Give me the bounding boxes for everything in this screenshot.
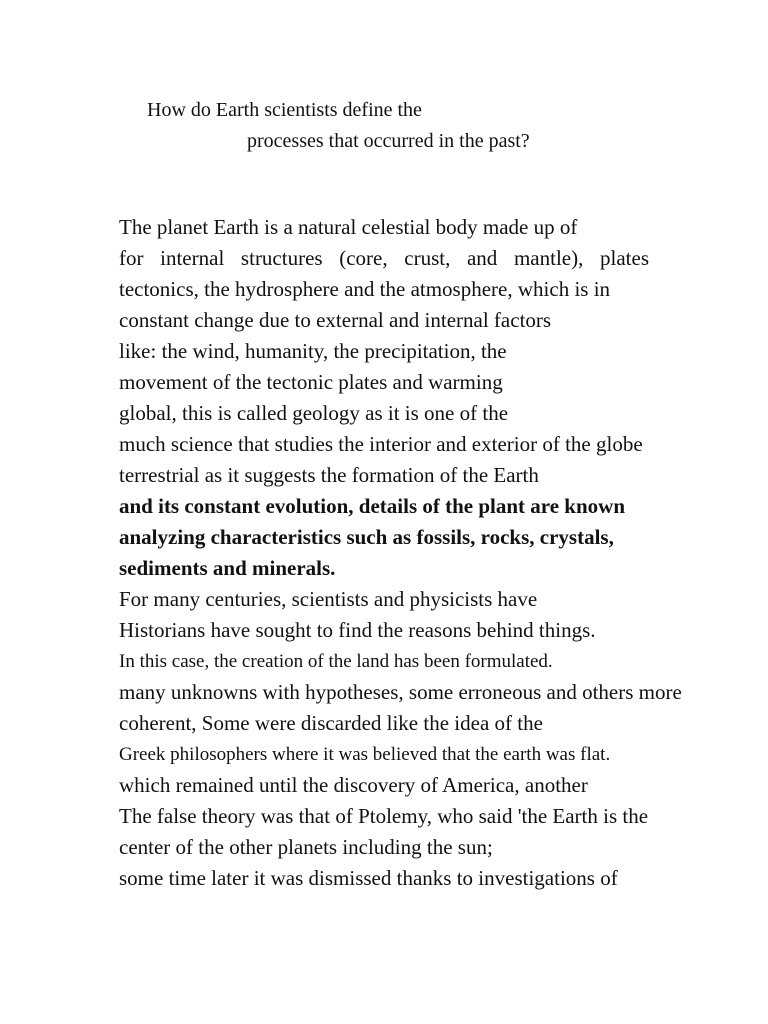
- body-line: In this case, the creation of the land has been formulated.: [119, 651, 553, 672]
- body-line: global, this is called geology as it is one of the: [119, 401, 509, 425]
- title-line-1: How do Earth scientists define the: [147, 99, 422, 121]
- title-line-2: processes that occurred in the past?: [247, 130, 530, 152]
- body-line: The false theory was that of Ptolemy, who said 'the Earth is the: [119, 804, 649, 828]
- body-line: many unknowns with hypotheses, some erroneous and others more: [119, 680, 682, 704]
- body-line: for internal structures (core, crust, and mantle), plates: [119, 246, 649, 270]
- body-line: movement of the tectonic plates and warming: [119, 370, 503, 394]
- body-line-bold: analyzing characteristics such as fossils, rocks, crystals,: [119, 525, 614, 549]
- body-line: For many centuries, scientists and physicists have: [119, 587, 538, 611]
- body-line-bold: and its constant evolution, details of the plant are known: [119, 494, 626, 518]
- body-text: [119, 212, 729, 894]
- body-line-bold: sediments and minerals.: [119, 556, 336, 580]
- body-line: much science that studies the interior and exterior of the globe: [119, 432, 643, 456]
- body-line: Greek philosophers where it was believed that the earth was flat.: [119, 744, 611, 765]
- body-line: like: the wind, humanity, the precipitation, the: [119, 339, 507, 363]
- body-line: coherent, Some were discarded like the idea of the: [119, 711, 543, 735]
- body-line: constant change due to external and internal factors: [119, 308, 552, 332]
- body-line: which remained until the discovery of America, another: [119, 773, 588, 797]
- body-line: center of the other planets including the sun;: [119, 835, 493, 859]
- body-line: tectonics, the hydrosphere and the atmosphere, which is in: [119, 277, 611, 301]
- body-line: The planet Earth is a natural celestial body made up of: [119, 215, 578, 239]
- body-line: terrestrial as it suggests the formation of the Earth: [119, 463, 539, 487]
- body-line: some time later it was dismissed thanks to investigations of: [119, 866, 618, 890]
- body-line: Historians have sought to find the reasons behind things.: [119, 618, 596, 642]
